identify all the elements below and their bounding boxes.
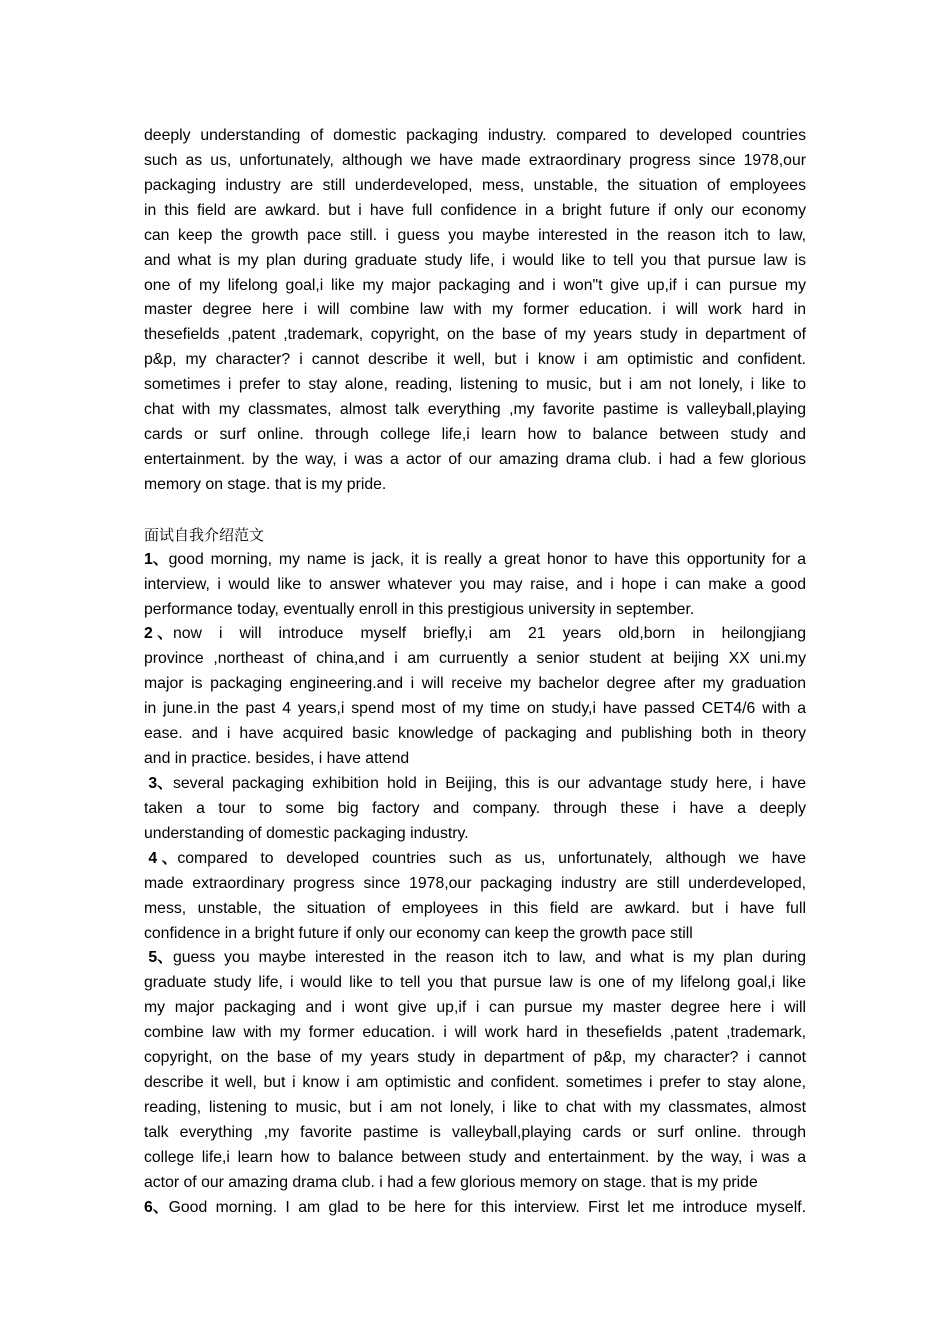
list-item-3 bbox=[144, 772, 806, 847]
text-line: sometimes i prefer to stay alone, reading, listening to music, but i am not lonely, i like to bbox=[144, 376, 806, 394]
text-line: can keep the growth pace still. i guess you maybe interested in the reason itch to law, bbox=[144, 226, 806, 244]
text-line: major is packaging engineering.and i will receive my bachelor degree after my graduation bbox=[144, 675, 806, 693]
text-line: taken a tour to some big factory and company. through these i have a deeply bbox=[144, 799, 806, 817]
item-text: Good morning. I am glad to be here for this interview. First let me introduce myself. bbox=[168, 1198, 806, 1216]
text-line: cards or surf online. through college life,i learn how to balance between study and bbox=[144, 426, 806, 444]
text-line: reading, listening to music, but i am not lonely, i like to chat with my classmates, almost bbox=[144, 1098, 806, 1116]
text-line: mess, unstable, the situation of employees in this field are awkard. but i have full bbox=[144, 899, 806, 917]
text-line: packaging industry are still underdeveloped, mess, unstable, the situation of employees bbox=[144, 176, 806, 194]
text-line bbox=[144, 847, 806, 872]
text-line: actor of our amazing drama club. i had a few glorious memory on stage. that is my pride bbox=[144, 1173, 758, 1191]
text-line: and in practice. besides, i have attend bbox=[144, 750, 410, 768]
list-item-5 bbox=[144, 946, 806, 1195]
item-number: 3、 bbox=[144, 774, 173, 792]
document-page bbox=[144, 124, 806, 1221]
section-heading: 面试自我介绍范文 bbox=[144, 525, 265, 544]
text-line: graduate study life, i would like to tell you that pursue law is one of my lifelong goal,i like bbox=[144, 974, 806, 992]
text-line: college life,i learn how to balance between study and entertainment. by the way, i was a bbox=[144, 1148, 806, 1166]
text-line bbox=[144, 1196, 806, 1221]
item-number: 6、 bbox=[144, 1198, 169, 1216]
list-item-4 bbox=[144, 847, 806, 947]
text-line: one of my lifelong goal,i like my major packaging and i won"t give up,if i can pursue my bbox=[144, 276, 806, 294]
text-line: thesefields ,patent ,trademark, copyright, on the base of my years study in department of bbox=[144, 326, 806, 344]
text-line: in this field are awkard. but i have full confidence in a bright future if only our economy bbox=[144, 201, 806, 219]
text-line: talk everything ,my favorite pastime is valleyball,playing cards or surf online. through bbox=[144, 1123, 806, 1141]
text-line: performance today, eventually enroll in this prestigious university in september. bbox=[144, 600, 695, 618]
item-number: 4 、 bbox=[144, 849, 178, 867]
item-number: 1、 bbox=[144, 550, 169, 568]
text-line bbox=[144, 548, 806, 573]
text-line: confidence in a bright future if only our economy can keep the growth pace still bbox=[144, 924, 693, 942]
text-line bbox=[144, 772, 806, 797]
list-item-1 bbox=[144, 548, 806, 623]
text-line bbox=[144, 622, 806, 647]
text-line: chat with my classmates, almost talk everything ,my favorite pastime is valleyball,playing bbox=[144, 401, 806, 419]
text-line: ease. and i have acquired basic knowledge of packaging and publishing both in theory bbox=[144, 725, 806, 743]
item-text: now i will introduce myself briefly,i am 21 years old,born in heilongjiang bbox=[172, 625, 806, 643]
text-line: my major packaging and i wont give up,if i can pursue my master degree here i will bbox=[144, 999, 806, 1017]
text-line: master degree here i will combine law with my former education. i will work hard in bbox=[144, 301, 806, 319]
item-text: compared to developed countries such as us, unfortunately, although we have bbox=[177, 849, 806, 867]
numbered-list bbox=[144, 548, 806, 1221]
paragraph-gap bbox=[144, 498, 806, 523]
text-line: deeply understanding of domestic packaging industry. compared to developed countries bbox=[144, 127, 806, 144]
text-line: and what is my plan during graduate study life, i would like to tell you that pursue law is bbox=[144, 251, 806, 269]
text-line: made extraordinary progress since 1978,our packaging industry are still underdeveloped, bbox=[144, 874, 806, 892]
text-line: describe it well, but i know i am optimistic and confident. sometimes i prefer to stay alone, bbox=[144, 1074, 806, 1092]
text-line: copyright, on the base of my years study in department of p&p, my character? i cannot bbox=[144, 1049, 806, 1067]
text-line: in june.in the past 4 years,i spend most of my time on study,i have passed CET4/6 with a bbox=[144, 700, 806, 718]
text-line: entertainment. by the way, i was a actor of our amazing drama club. i had a few glorious bbox=[144, 450, 806, 468]
item-text: guess you maybe interested in the reason itch to law, and what is my plan during bbox=[172, 949, 806, 967]
item-number: 5、 bbox=[144, 949, 173, 967]
text-line bbox=[144, 946, 806, 971]
text-line: understanding of domestic packaging industry. bbox=[144, 824, 469, 842]
text-line: such as us, unfortunately, although we have made extraordinary progress since 1978,our bbox=[144, 151, 806, 169]
text-line: memory on stage. that is my pride. bbox=[144, 475, 387, 493]
text-line: interview, i would like to answer whatever you may raise, and i hope i can make a good bbox=[144, 575, 806, 593]
text-line: province ,northeast of china,and i am curruently a senior student at beijing XX uni.my bbox=[144, 650, 806, 668]
item-text: good morning, my name is jack, it is really a great honor to have this opportunity for a bbox=[168, 550, 806, 568]
list-item-2 bbox=[144, 622, 806, 772]
text-line: p&p, my character? i cannot describe it well, but i know i am optimistic and confident. bbox=[144, 351, 806, 369]
text-line: combine law with my former education. i will work hard in thesefields ,patent ,trademark, bbox=[144, 1024, 806, 1042]
item-number: 2 、 bbox=[144, 625, 173, 643]
intro-paragraph bbox=[144, 124, 806, 498]
list-item-6 bbox=[144, 1196, 806, 1221]
item-text: several packaging exhibition hold in Beijing, this is our advantage study here, i have bbox=[172, 774, 806, 792]
